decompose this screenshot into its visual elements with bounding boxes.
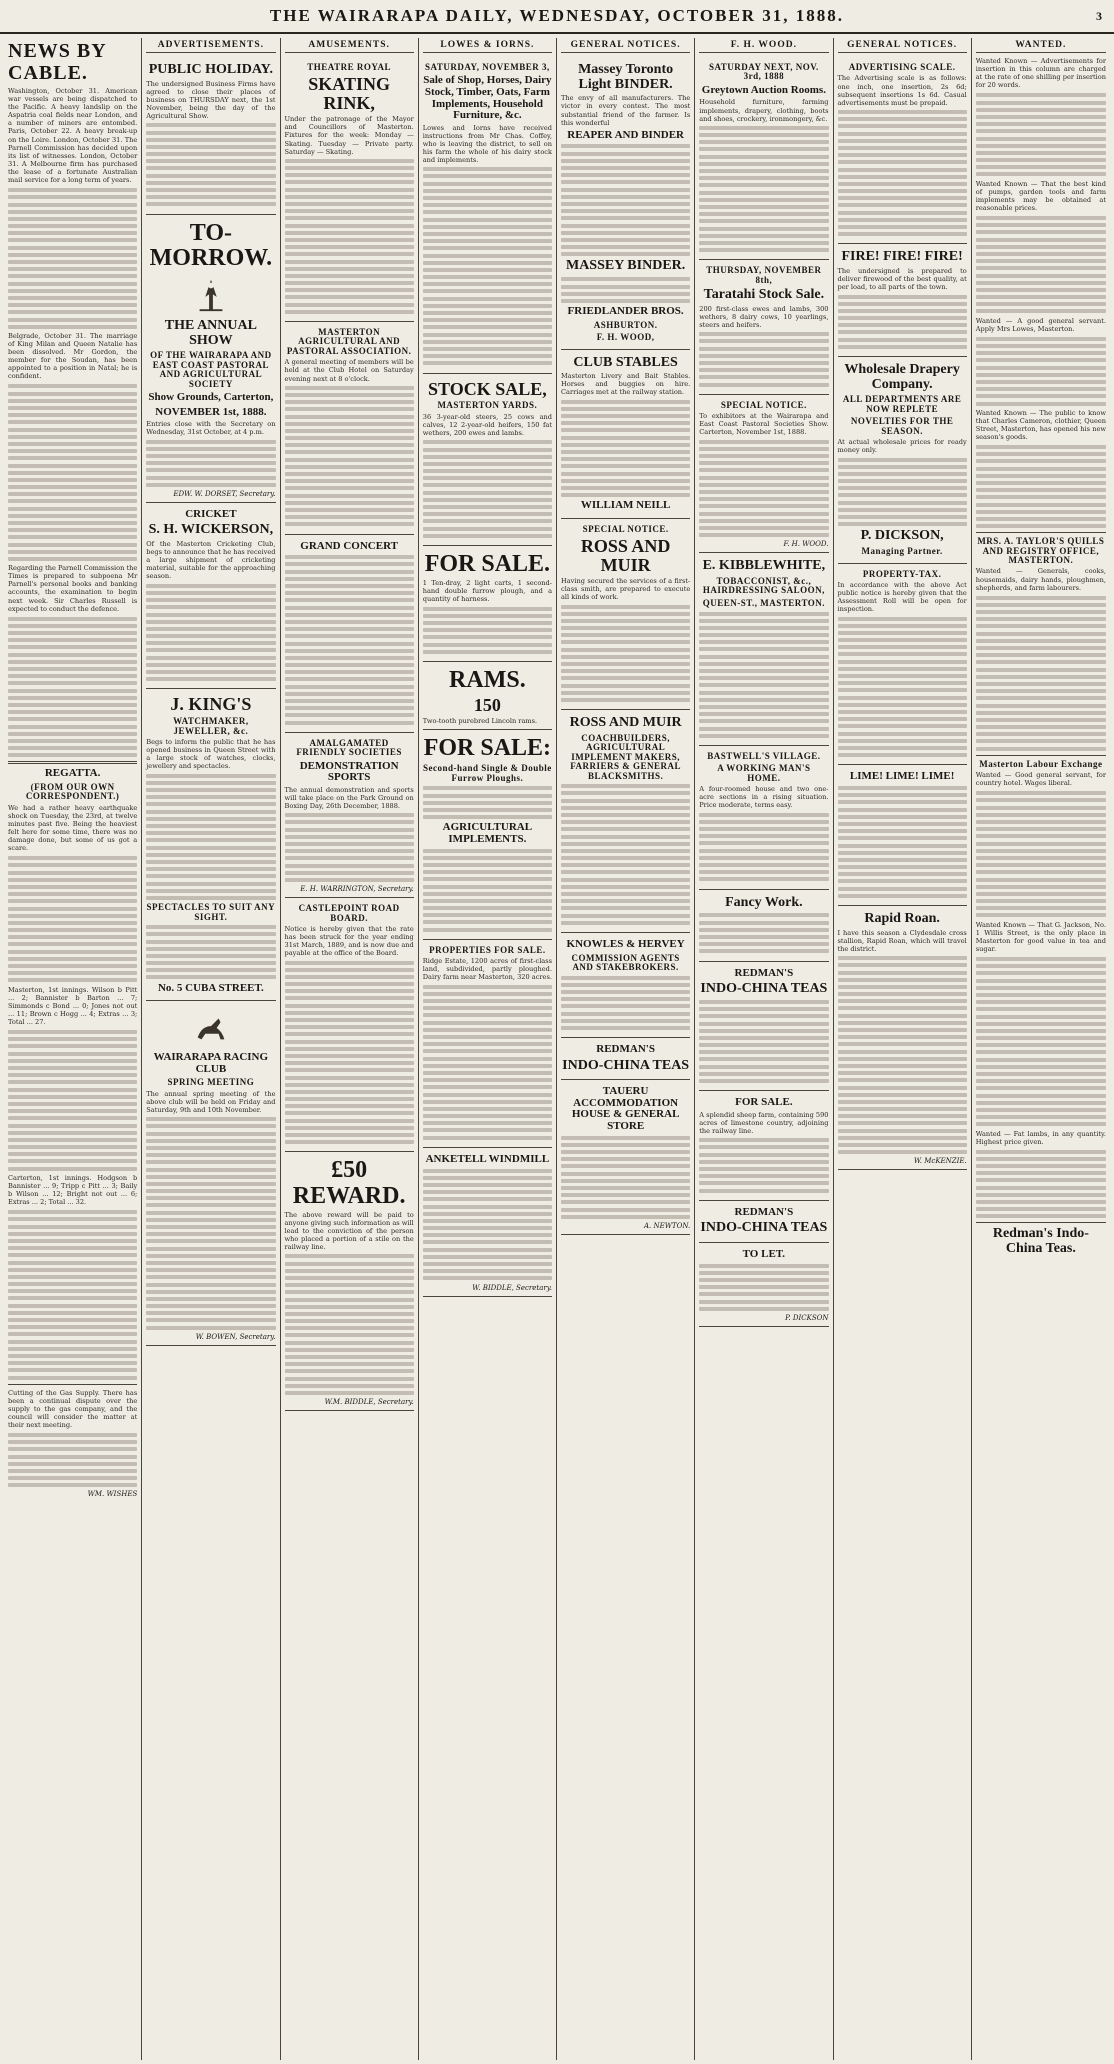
ad-text: Entries close with the Secretary on Wednesday, 31st October, at 4 p.m. — [146, 420, 276, 437]
ad-name: S. H. WICKERSON, — [148, 522, 274, 538]
ad-road-board — [285, 898, 414, 1152]
column-heading: AMUSEMENTS. — [285, 40, 414, 53]
text-lines — [8, 188, 137, 329]
ad-sale-of-shop — [423, 57, 552, 374]
ad-text: Begs to inform the public that he has opened business in Queen Street with a large stock of watches, clocks, jewellery and spectacles. — [146, 738, 276, 771]
page-number: 3 — [1096, 8, 1102, 23]
column-wanted — [972, 38, 1110, 2060]
ad-text: The annual spring meeting of the above club will be held on Friday and Saturday, 9th and 10th November. — [146, 1089, 276, 1114]
wanted-item: Wanted Known — The public to know that Charles Cameron, clothier, Queen Street, Masterton, has opened his new season's goods. — [975, 408, 1106, 441]
regatta-heading: REGATTA. — [44, 767, 101, 780]
ad-place: Show Grounds, Carterton, — [148, 391, 274, 404]
ad-greytown-auction — [699, 57, 828, 260]
ad-ross-muir-1 — [561, 519, 690, 710]
ad-text: Having secured the services of a first-class smith, are prepared to execute all kinds of work. — [561, 577, 691, 602]
ad-title: Wholesale Drapery Company. — [844, 362, 960, 392]
ad-sheep-farm — [699, 1091, 828, 1201]
ad-text: I have this season a Clydesdale cross stallion, Rapid Roan, which will travel the district. — [837, 928, 967, 953]
ad-title: SPECIAL NOTICE. — [720, 399, 807, 410]
ad-bastwell — [699, 746, 828, 890]
ad-title: CASTLEPOINT ROAD BOARD. — [298, 903, 400, 923]
column-wood — [695, 38, 833, 2060]
ad-signature: W. BIDDLE, Secretary. — [472, 1283, 552, 1292]
ad-title: WAIRARAPA RACING CLUB — [153, 1051, 269, 1075]
ad-title: SPECIAL NOTICE. — [582, 523, 669, 534]
ad-fire — [838, 244, 967, 357]
column-lowes-iorns — [419, 38, 557, 2060]
ad-rams — [423, 662, 552, 730]
ad-signature: W. BOWEN, Secretary. — [195, 1332, 276, 1341]
column-heading: ADVERTISEMENTS. — [146, 40, 275, 53]
column-general-notices — [557, 38, 695, 2060]
ad-taueru — [561, 1080, 690, 1235]
wanted-item: Wanted Known — Advertisements for insertion in this column are charged at the rate of one shilling per insertion for 20 words. — [975, 57, 1106, 90]
text-lines — [8, 1030, 137, 1171]
ad-title: THE ANNUAL SHOW — [164, 317, 257, 348]
ad-subtitle: INDO-CHINA TEAS — [700, 1220, 828, 1236]
ad-text: In accordance with the above Act public notice is hereby given that the Assessment Roll will be open for inspection. — [837, 580, 967, 614]
ad-subtitle: REAPER AND BINDER — [567, 128, 684, 141]
wanted-item: Wanted Known — That the best kind of pumps, garden tools and farm implements may be obtained at reasonable prices. — [975, 179, 1106, 212]
ad-subtitle: DEMONSTRATION SPORTS — [299, 759, 399, 784]
column-heading: GENERAL NOTICES. — [838, 40, 967, 53]
ad-exhibitors — [699, 395, 828, 554]
ad-name: ROSS AND MUIR — [580, 536, 671, 576]
ad-signature: WILLIAM NEILL — [580, 499, 671, 512]
news-text-3: Regarding the Parnell Commission the Times is prepared to subpoena Mr Parnell's personal books and banking accounts, the examination to begin next week. Sir Charles Russell is expected to conduct the defence. — [8, 564, 138, 613]
ad-text: 1 Ten-dray, 2 light carts, 1 second-hand double furrow plough, and a quantity of harness. — [422, 579, 552, 604]
ad-text: Household furniture, farming implements, drapery, clothing, boots and shoes, crockery, ironmongery, &c. — [699, 98, 829, 123]
ad-place: ASHBURTON. — [593, 319, 658, 330]
ad-title: TO LET. — [742, 1247, 786, 1260]
ad-count: 150 — [473, 695, 501, 716]
ad-title: TAUERU ACCOMMODATION HOUSE & GENERAL STORE — [571, 1085, 680, 1132]
ad-name: ROSS AND MUIR — [569, 715, 682, 731]
ad-title: REDMAN'S — [734, 1205, 794, 1218]
ad-subtitle: INDO-CHINA TEAS — [562, 1057, 690, 1073]
ad-advertising-scale — [838, 57, 967, 244]
ad-text: The undersigned is prepared to deliver firewood of the best quality, at per load, to all parts of the town. — [837, 267, 967, 292]
column-heading: LOWES & IORNS. — [423, 40, 552, 53]
redmans-teas-heading: Redman's Indo-China Teas. — [992, 1226, 1089, 1257]
ad-subtitle: NOVELTIES FOR THE SEASON. — [850, 416, 954, 436]
ad-massey-binder — [561, 57, 690, 350]
text-lines — [8, 1210, 137, 1379]
ad-text: A four-roomed house and two one-acre sections in a rising situation. Price moderate, terms easy. — [699, 785, 829, 810]
ad-signature: W. McKENZIE. — [913, 1157, 967, 1166]
ad-title: Sale of Shop, Horses, Dairy Stock, Timber, Oats, Farm Implements, Household Furniture, &c. — [423, 74, 552, 122]
ad-title: REDMAN'S — [734, 966, 794, 979]
news-text-2: Belgrade, October 31. The marriage of King Milan and Queen Natalie has been dissolved. Mr Gordon, the member for the Soudan, has been appointed to a position in Natal; he is confident. — [8, 331, 138, 381]
ad-friendly-societies — [285, 733, 414, 898]
ad-signature: W.M. BIDDLE, Secretary. — [324, 1398, 414, 1407]
ad-racing — [146, 1001, 275, 1346]
ad-show — [146, 215, 275, 503]
horse-emblem-icon — [192, 1008, 230, 1048]
masthead-title: THE WAIRARAPA DAILY, WEDNESDAY, OCTOBER 31, 1888. — [269, 6, 845, 25]
column-advertisements — [142, 38, 280, 2060]
wanted-item: Wanted Known — That G. Jackson, No. 1 Willis Street, is the only place in Masterton for good value in tea and sugar. — [975, 920, 1106, 953]
column-heading: GENERAL NOTICES. — [561, 40, 690, 53]
ad-text: Masterton Livery and Bait Stables. Horses and buggies on hire. Carriages met at the railway station. — [561, 372, 691, 397]
ad-subtitle: ALL DEPARTMENTS ARE NOW REPLETE — [842, 394, 962, 414]
column-heading: F. H. WOOD. — [699, 40, 828, 53]
ad-date: NOVEMBER 1st, 1888. — [155, 405, 267, 418]
wanted-item: Wanted — Fat lambs, in any quantity. Highest price given. — [975, 1129, 1106, 1146]
ad-knowles-hervey — [561, 933, 690, 1038]
ad-title: AGRICULTURAL IMPLEMENTS. — [442, 821, 533, 845]
ad-club-stables — [561, 350, 690, 519]
ad-title: Fancy Work. — [725, 894, 803, 910]
ad-title: J. KING'S — [170, 694, 252, 715]
ad-redmans-tea-3 — [699, 1201, 828, 1243]
news-signature: WM. WISHES — [87, 1490, 138, 1499]
ad-text: The envy of all manufacturers. The victor in every contest. The most substantial friend of the farmer. Is this wonderful — [561, 94, 691, 127]
ad-text: 36 3-year-old steers, 25 cows and calves, 12 2-year-old heifers, 150 fat wethers, 200 ewes and lambs. — [422, 412, 552, 438]
ad-subtitle: TOBACCONIST, &c., HAIRDRESSING SALOON, — [702, 576, 825, 596]
ad-to-let — [699, 1243, 828, 1327]
ad-date: SATURDAY NEXT, NOV. 3rd, 1888 — [708, 62, 819, 82]
registry-heading: MRS. A. TAYLOR'S QUILLS AND REGISTRY OFFICE, MASTERTON. — [977, 536, 1105, 565]
ad-redmans-tea-2 — [699, 962, 828, 1092]
ad-signature: P. DICKSON, — [860, 528, 944, 544]
ad-title: GRAND CONCERT — [300, 539, 398, 552]
ad-subtitle: COACHBUILDERS, AGRICULTURAL IMPLEMENT MAKERS, FARRIERS & GENERAL BLACKSMITHS. — [570, 732, 682, 781]
ad-agent: FRIEDLANDER BROS. — [567, 305, 684, 318]
column-general-notices-2 — [834, 38, 972, 2060]
ad-title: MASSEY BINDER. — [565, 258, 686, 274]
ad-title: Taratahi Stock Sale. — [703, 287, 825, 303]
ad-reward — [285, 1152, 414, 1411]
ad-title: ADVERTISING SCALE. — [848, 62, 956, 72]
ad-signature: P. DICKSON — [785, 1314, 829, 1323]
ad-for-sale-1 — [423, 546, 552, 662]
ad-text: 200 first-class ewes and lambs, 300 wethers, 8 dairy cows, 10 yearlings, steers and heifers. — [699, 304, 829, 330]
ad-signature: E. H. WARRINGTON, Secretary. — [300, 885, 414, 894]
ad-title: TO-MORROW. — [149, 219, 273, 271]
ad-place: Greytown Auction Rooms. — [701, 83, 826, 96]
ad-address: QUEEN-ST., MASTERTON. — [702, 597, 826, 608]
ad-wholesale-drapery — [838, 357, 967, 564]
ad-place: MASTERTON YARDS. — [437, 400, 538, 411]
column-amusements — [281, 38, 419, 2060]
newspaper-columns — [4, 38, 1110, 2060]
ad-title: LIME! LIME! LIME! — [849, 770, 955, 783]
ad-subtitle: SPECTACLES TO SUIT ANY SIGHT. — [146, 902, 276, 922]
correspondent-heading: (FROM OUR OWN CORRESPONDENT.) — [25, 781, 120, 802]
ad-text: Of the Masterton Cricketing Club, begs to announce that he has received a large shipment of cricketing material, suitable for the approaching season. — [146, 540, 276, 581]
text-lines — [8, 856, 137, 982]
ad-subtitle: SPRING MEETING — [167, 1077, 255, 1088]
labour-exchange-heading: Masterton Labour Exchange — [979, 758, 1103, 769]
ad-text: The annual demonstration and sports will take place on the Park Ground on Boxing Day, 26th December, 1888. — [284, 785, 414, 810]
ad-for-sale-2 — [423, 730, 552, 940]
news-text-4: We had a rather heavy earthquake shock on Tuesday, the 23rd, at twelve minutes past five. Being the heaviest felt here for some time, there was no damage done, but some of us got a scare. — [8, 803, 138, 853]
sheaf-emblem-icon — [192, 275, 230, 315]
ad-signature: A. NEWTON. — [644, 1221, 691, 1230]
ad-title: PROPERTIES FOR SALE. — [429, 944, 546, 955]
ad-text: A splendid sheep farm, containing 590 acres of limestone country, adjoining the railway line. — [699, 1110, 829, 1135]
ad-title: FOR SALE: — [423, 735, 552, 762]
ad-subtitle: INDO-CHINA TEAS — [700, 981, 828, 997]
ad-stock-sale — [423, 374, 552, 546]
cricket-score-2: Carterton, 1st innings. Hodgson b Bannister ... 9; Tripp c Pitt ... 3; Baily b Wilson ... 12; Bright not out ... 6; Extras ... 2; Total ... 32. — [8, 1173, 138, 1207]
ad-text: Under the patronage of the Mayor and Councillors of Masterton. Fixtures for the week: Monday — Skating. Tuesday — Private party. Saturday — Skating. — [284, 115, 414, 156]
news-title: NEWS BY CABLE. — [8, 40, 106, 84]
ad-title: FOR SALE. — [735, 1096, 793, 1109]
ad-title: PROPERTY-TAX. — [862, 568, 942, 579]
ad-date: THURSDAY, NOVEMBER 8th, — [706, 265, 822, 285]
news-text-1: Washington, October 31. American war vessels are being dispatched to the Pacific. A heavy landslip on the Aspatria coal fields near London, and a number of miners are entombed. Paris, October 22. A heavy break-up on the Loire. London, October 31. The Parnell Commission has decided upon its list of witnesses. London, October 31. A Melbourne firm has purchased the lease of a fortunate Australian mail service for a long term of years. — [8, 87, 138, 185]
text-lines — [8, 384, 137, 561]
ad-fancy-work — [699, 890, 828, 962]
ad-public-holiday — [146, 57, 275, 215]
ad-name: SKATING RINK, — [308, 74, 390, 114]
ad-title: STOCK SALE, — [428, 378, 547, 399]
ad-title: BASTWELL'S VILLAGE. — [707, 750, 821, 761]
masthead — [0, 0, 1114, 34]
ad-title: AMALGAMATED FRIENDLY SOCIETIES — [296, 737, 402, 758]
ad-subtitle: A WORKING MAN'S HOME. — [717, 763, 811, 783]
ad-text: The Advertising scale is as follows: one inch, one insertion, 2s 6d; subsequent insertions 1s 6d. Casual advertisements must be prepaid. — [837, 74, 967, 107]
ad-concert — [285, 535, 414, 733]
ad-property-tax — [838, 564, 967, 766]
ad-date: SATURDAY, NOVEMBER 3, — [425, 62, 550, 72]
ad-signature: F. H. WOOD, — [596, 332, 655, 343]
ad-title: THEATRE ROYAL — [307, 62, 392, 72]
news-text-gas: Cutting of the Gas Supply. There has been a continual dispute over the supply to the gas company, and the council will consider the matter at their next meeting. — [8, 1388, 138, 1429]
ad-title: Massey Toronto Light BINDER. — [578, 62, 674, 92]
ad-king — [146, 689, 275, 1001]
ad-text: The undersigned Business Firms have agreed to close their places of business on THURSDAY next, the 1st November, being the day of the Agricultural Show. — [146, 79, 276, 121]
ad-taratahi — [699, 260, 828, 395]
ad-signature: F. H. WOOD. — [783, 540, 829, 549]
ad-title: RAMS. — [449, 666, 526, 693]
ad-signature: EDW. W. DORSET, Secretary. — [173, 489, 276, 498]
ad-windmill — [423, 1148, 552, 1297]
ad-kibblewhite — [699, 553, 828, 746]
cricket-score-1: Masterton, 1st innings. Wilson b Pitt ... 2; Bannister b Barton ... 7; Simmonds c Bond ... 0; Jones not out ... 11; Brown c Hogg ... 4; Extras ... 3; Total ... 27. — [8, 985, 138, 1026]
ad-subtitle: COMMISSION AGENTS AND STAKEBROKERS. — [571, 952, 680, 972]
ad-association — [285, 322, 414, 535]
ad-title: FIRE! FIRE! FIRE! — [841, 249, 963, 265]
wanted-item: Wanted — Good general servant, for country hotel. Wages liberal. — [975, 771, 1106, 788]
text-lines — [8, 617, 137, 758]
ad-subtitle: WATCHMAKER, JEWELLER, &c. — [173, 716, 249, 736]
ad-text: At actual wholesale prices for ready money only. — [837, 438, 967, 455]
ad-skating-rink — [285, 57, 414, 322]
ad-role: Managing Partner. — [861, 546, 943, 557]
ad-text: To exhibitors at the Wairarapa and East Coast Pastoral Societies Show. Carterton, November 1st, 1888. — [699, 412, 829, 437]
ad-text: A general meeting of members will be held at the Club Hotel on Saturday evening next at 8 o'clock. — [284, 358, 414, 383]
ad-text: Two-tooth purebred Lincoln rams. — [422, 717, 538, 725]
ad-text: Lowes and Iorns have received instructions from Mr Chas. Coffey, who is leaving the district, to sell on his farm the whole of his dairy stock and implements. — [422, 123, 552, 164]
ad-title: ANKETELL WINDMILL — [425, 1152, 550, 1165]
column-heading: WANTED. — [976, 40, 1106, 53]
ad-title: E. KIBBLEWHITE, — [702, 558, 826, 574]
ad-title: CRICKET — [185, 507, 237, 520]
ad-text: The above reward will be paid to anyone giving such information as will lead to the conviction of the person who placed a portion of a stile on the railway line. — [284, 1210, 414, 1252]
ad-title: FOR SALE. — [424, 550, 551, 577]
ad-ross-muir-2 — [561, 710, 690, 933]
ad-title: £50 REWARD. — [292, 1157, 406, 1209]
ad-title: PUBLIC HOLIDAY. — [148, 62, 273, 77]
ad-address: No. 5 CUBA STREET. — [157, 981, 264, 994]
ad-rapid-roan — [838, 906, 967, 1170]
wanted-item: Wanted — Generals, cooks, housemaids, dairy hands, ploughmen, shepherds, and farm labourers. — [975, 567, 1106, 592]
ad-properties — [423, 940, 552, 1148]
ad-subtitle: OF THE WAIRARAPA AND EAST COAST PASTORAL AND AGRICULTURAL SOCIETY — [150, 350, 272, 389]
column-news — [4, 38, 142, 2060]
ad-title: REDMAN'S — [596, 1043, 655, 1056]
wanted-item: Wanted — A good general servant. Apply Mrs Lowes, Masterton. — [975, 316, 1106, 333]
ad-lime — [838, 765, 967, 906]
ad-title: KNOWLES & HERVEY — [566, 937, 685, 950]
text-lines — [8, 1433, 137, 1487]
ad-cricket — [146, 503, 275, 690]
ad-text: Notice is hereby given that the rate has been struck for the year ending 31st March, 1889, and is now due and payable at the office of the Board. — [284, 924, 414, 958]
ad-title: MASTERTON AGRICULTURAL AND PASTORAL ASSOCIATION. — [286, 327, 412, 356]
ad-title: CLUB STABLES — [573, 354, 678, 370]
ad-subtitle: Second-hand Single & Double Furrow Ploughs. — [422, 763, 552, 783]
ad-title: Rapid Roan. — [864, 911, 940, 927]
ad-redmans-tea-1 — [561, 1038, 690, 1080]
ad-text: Ridge Estate, 1200 acres of first-class land, subdivided, partly ploughed. Dairy farm near Masterton, 320 acres. — [422, 957, 552, 982]
